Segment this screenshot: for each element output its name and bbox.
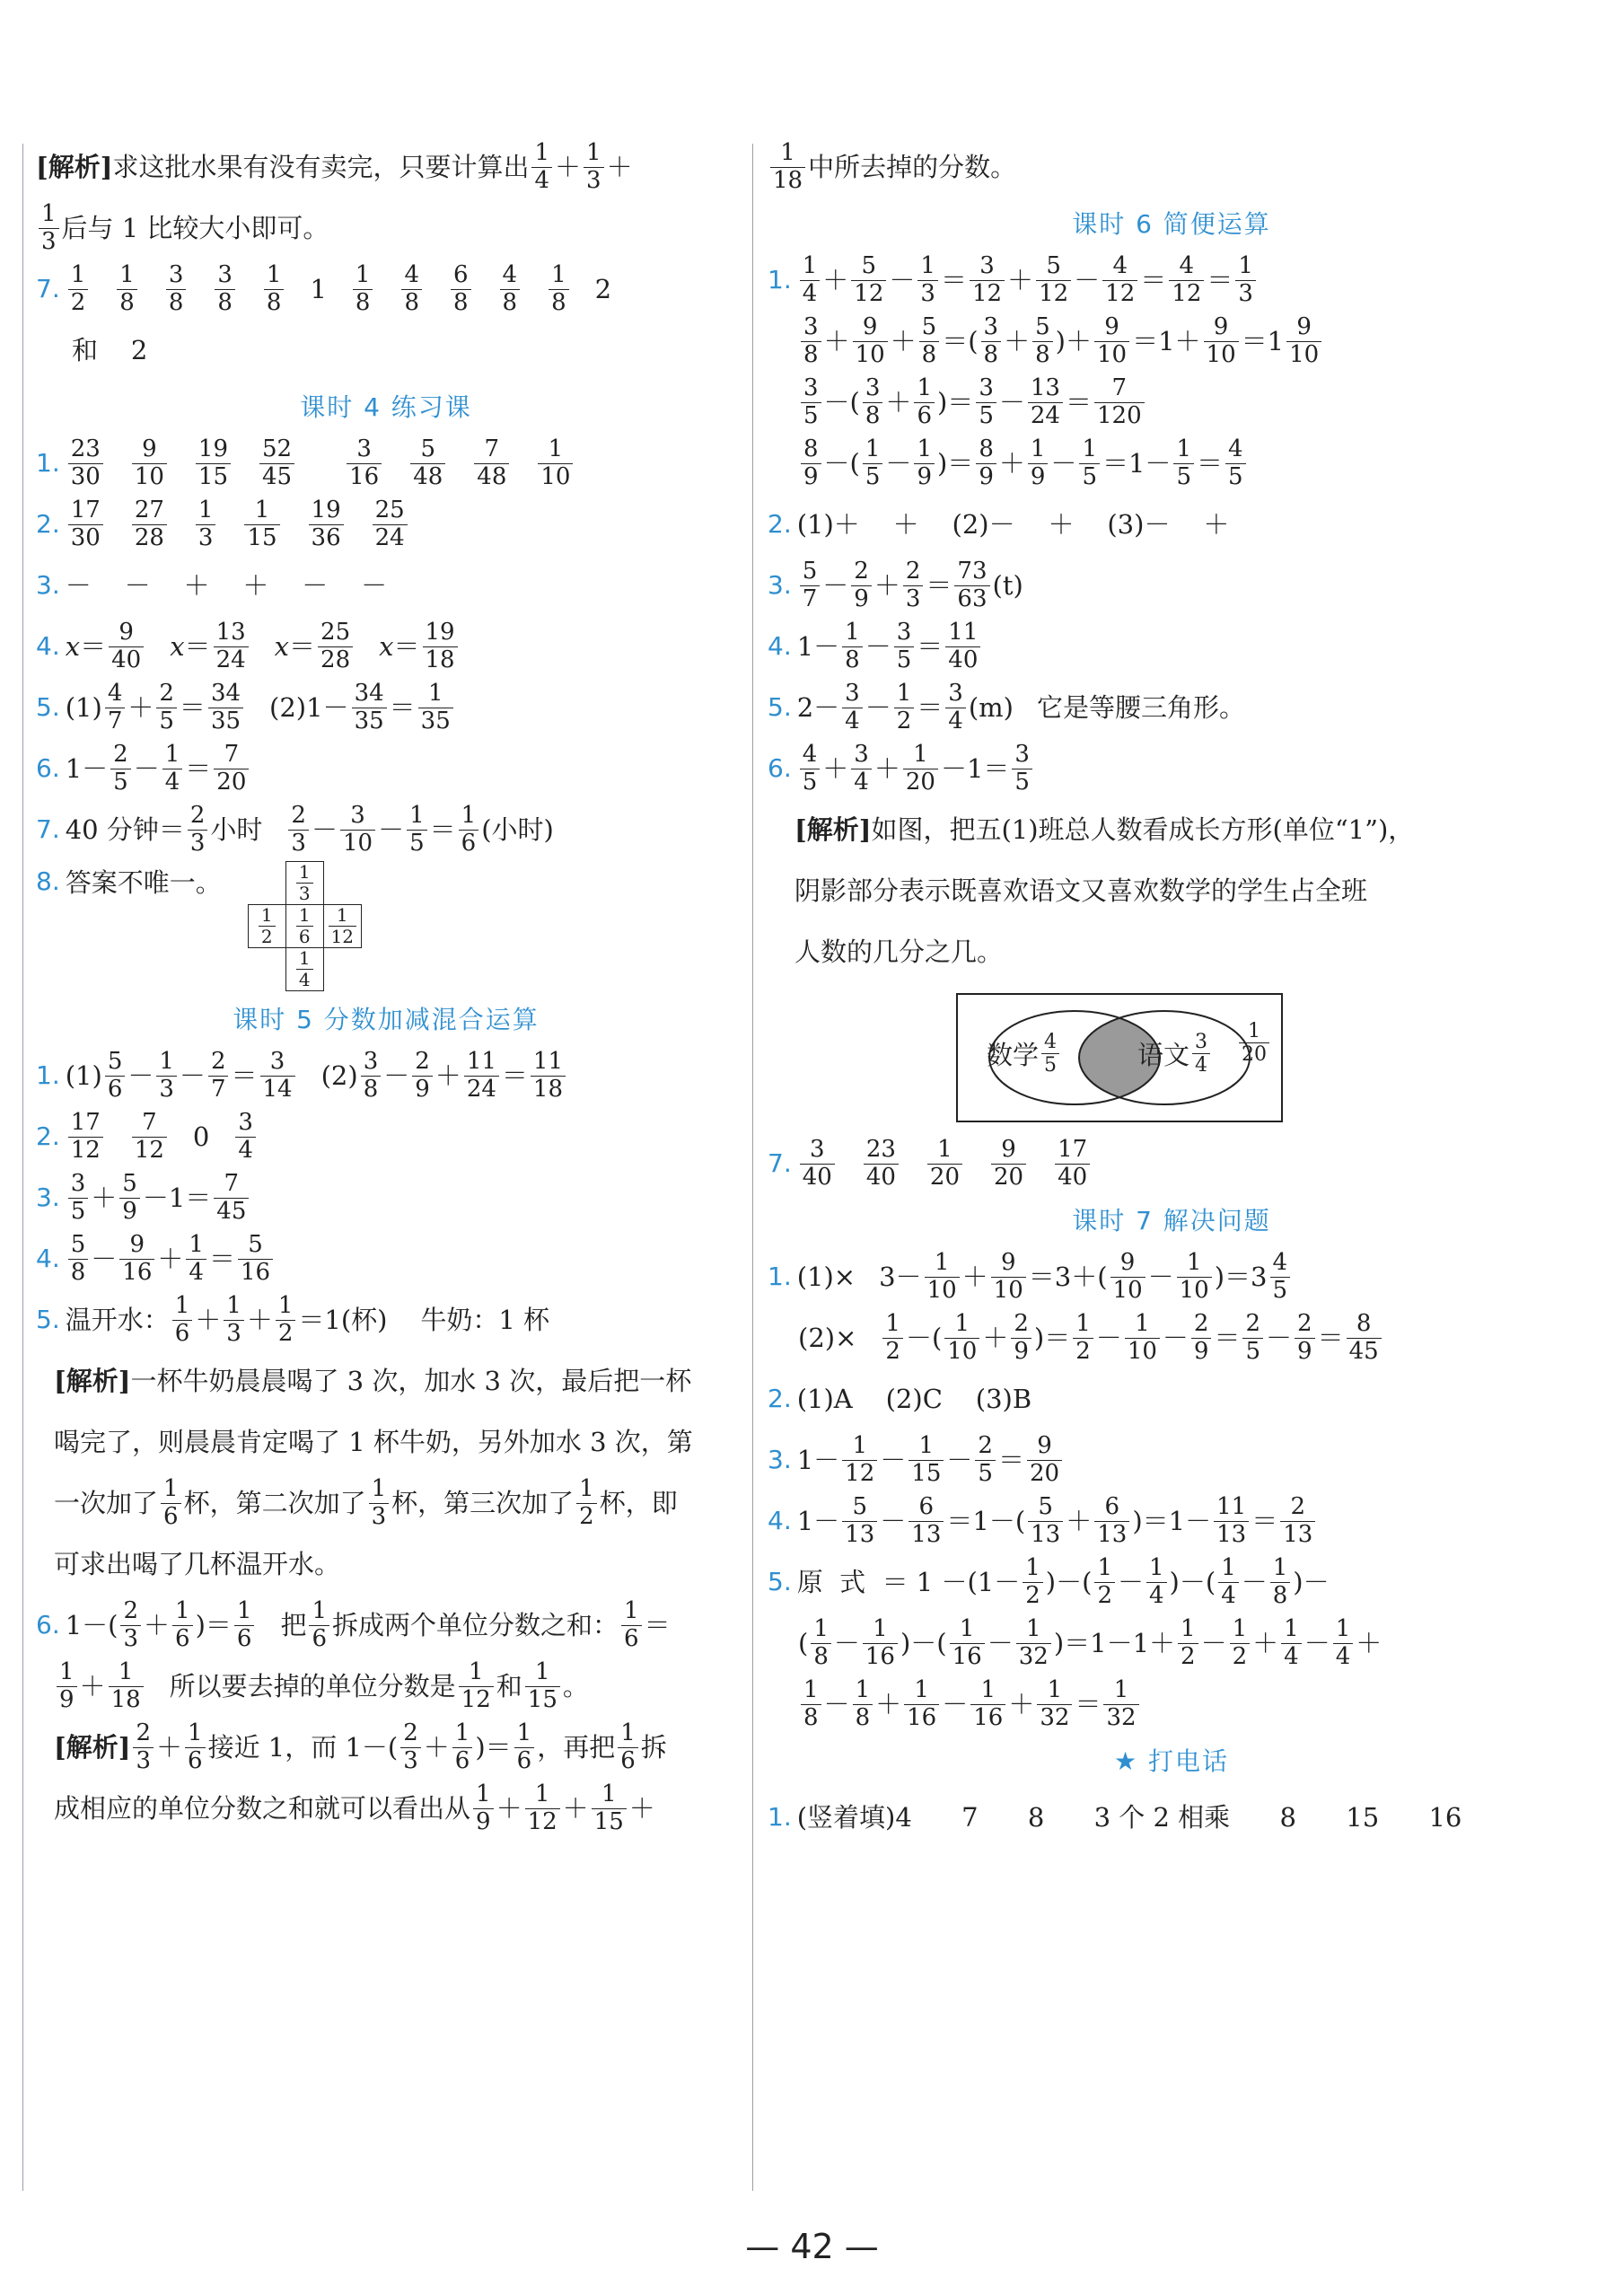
venn-diagram [956,993,1283,1122]
l6-question-4: 4. 1－ $\frac{1}{8}$ － $\frac{3}{5}$ ＝ $\frac{11}{40}$ [768,618,1576,675]
venn-corner-fraction: $\frac{1}{20}$ [1236,1020,1272,1067]
l4-question-2: 2. $\frac{17}{30}$ $\frac{27}{28}$ $\frac{1}{3}$ $\frac{1}{15}$ $\frac{19}{36}$ $\frac{25}{24}$ [36,496,736,553]
l6-question-5: 5. 2－ $\frac{3}{4}$ － $\frac{1}{2}$ ＝ $\frac{3}{4}$ (m) 它是等腰三角形。 [768,679,1245,734]
section-heading-lesson5: 课时 5 分数加减混合运算 [233,1005,540,1034]
analysis-2-line2: 喝完了，则晨晨肯定喝了 1 杯牛奶，另外加水 3 次，第 [54,1426,693,1457]
l4-question-7: 7. 40 分钟＝ $\frac{2}{3}$ 小时 $\frac{2}{3}$ － $\frac{3}{10}$ － $\frac{1}{5}$ ＝ $\frac{1}{6}$ (小时) [36,801,554,857]
l5-question-5: 5. 温开水： $\frac{1}{6}$ ＋ $\frac{1}{3}$ ＋ $\frac{1}{2}$ ＝1(杯) 牛奶：1 杯 [36,1291,550,1347]
fraction-cross-grid: $\frac{1}{3}$ $\frac{1}{2}$ $\frac{1}{6}$ $\frac{1}{12}$ $\frac{1}{4}$ [249,862,362,991]
l6-question-2: 2. (1)＋ ＋ (2)－ ＋ (3)－ ＋ [768,508,1230,540]
l5-question-4: 4. $\frac{5}{8}$ － $\frac{9}{16}$ ＋ $\frac{1}{4}$ ＝ $\frac{5}{16}$ [36,1230,736,1288]
l4-question-5: 5. (1) $\frac{4}{7}$ ＋ $\frac{2}{5}$ ＝ $\frac{34}{35}$ (2)1－ $\frac{34}{35}$ ＝ $\frac{1}{35}$ [36,679,736,736]
analysis-4-line3: 人数的几分之几。 [794,936,1004,967]
l6-question-1: 1. $\frac{1}{4}$ ＋ $\frac{5}{12}$ － $\frac{1}{3}$ ＝ $\frac{3}{12}$ ＋ $\frac{5}{12}$ － $\frac{4}{12}$ ＝ $\frac{4}{12}$ ＝ $\frac{1}{3}$ [768,251,1576,309]
l7-question-1: 1. (1)× 3－ $\frac{1}{10}$ ＋ $\frac{9}{10}$ ＝3＋( $\frac{9}{10}$ － $\frac{1}{10}$ )＝3 $\frac{4}{5}$ [768,1248,1576,1306]
call-question-1: 1. (竖着填)4 7 8 3 个 2 相乘 8 15 16 [768,1801,1462,1833]
question-7: 7. $\frac{1}{2}$ $\frac{1}{8}$ $\frac{3}{8}$ $\frac{3}{8}$ $\frac{1}{8}$ 1 $\frac{1}{8}$ $\frac{4}{8}$ $\frac{6}{8}$ $\frac{4}{8}$ $\frac{1}{8}$ 2 [36,260,612,316]
l5-question-6-line2: $\frac{1}{9}$ ＋ $\frac{1}{18}$ 所以要去掉的单位分数是 $\frac{1}{12}$ 和 $\frac{1}{15}$ 。 [36,1658,736,1715]
left-column [36,135,736,1841]
fraction: $\frac{1}{4}$ [531,140,552,195]
analysis-2-line1: [解析] 一杯牛奶晨晨喝了 3 次，加水 3 次，最后把一杯 [54,1365,692,1396]
column-divider-center [752,144,753,2191]
l7-question-1-b: (2)× $\frac{1}{2}$ －( $\frac{1}{10}$ ＋ $\frac{2}{9}$ )＝ $\frac{1}{2}$ － $\frac{1}{10}$ － $\frac{2}{9}$ ＝ $\frac{2}{5}$ － $\frac{2}{9}$ ＝ $\frac{8}{45}$ [768,1309,1576,1367]
fraction: $\frac{1}{3}$ [39,201,59,256]
section-heading-lesson4: 课时 4 练习课 [300,392,472,422]
l7-question-5: 5. 原 式 ＝ 1 － (1－ $\frac{1}{2}$ )－( $\frac{1}{2}$ － $\frac{1}{4}$ )－( $\frac{1}{4}$ － $\frac{1}{8}$ )－ [768,1553,1330,1609]
l6-question-1-b: $\frac{3}{8}$ ＋ $\frac{9}{10}$ ＋ $\frac{5}{8}$ ＝( $\frac{3}{8}$ ＋ $\frac{5}{8}$ )＋ $\frac{9}{10}$ ＝1＋ $\frac{9}{10}$ ＝1 $\frac{9}{10}$ [768,312,1576,370]
analysis-1-line2: $\frac{1}{3}$ 后与 1 比较大小即可。 [36,199,736,257]
l4-question-4: 4. x ＝ $\frac{9}{40}$ x ＝ $\frac{13}{24}$ x ＝ $\frac{25}{28}$ x ＝ $\frac{19}{18}$ [36,618,736,675]
venn-math-label: 数学 $\frac{4}{5}$ [987,1031,1062,1077]
l4-question-1: 1. $\frac{23}{30}$ $\frac{9}{10}$ $\frac{19}{15}$ $\frac{52}{45}$ $\frac{3}{16}$ $\frac{5}{48}$ $\frac{7}{48}$ $\frac{1}{10}$ [36,435,736,492]
l4-question-6: 6. 1－ $\frac{2}{5}$ － $\frac{1}{4}$ ＝ $\frac{7}{20}$ [36,740,736,797]
section-heading-phone-call: ★ 打电话 [1113,1746,1229,1776]
analysis-3-line2: 成相应的单位分数之和就可以看出从 $\frac{1}{9}$ ＋ $\frac{1}{12}$ ＋ $\frac{1}{15}$ ＋ [54,1780,655,1835]
l4-question-3: 3. － － ＋ ＋ － － [36,569,388,601]
l5-question-3: 3. $\frac{3}{5}$ ＋ $\frac{5}{9}$ －1＝ $\frac{7}{45}$ [36,1169,736,1227]
analysis-2-line4: 可求出喝了几杯温开水。 [54,1548,341,1579]
l4-question-8: 8. 答案不唯一。 $\frac{1}{3}$ $\frac{1}{2}$ $\frac{1}{6}$ $\frac{1}{12}$ $\frac{1}{4}$ [36,862,736,991]
question-7-and: 和 2 [72,334,148,365]
l6-question-6: 6. $\frac{4}{5}$ ＋ $\frac{3}{4}$ ＋ $\frac{1}{20}$ －1＝ $\frac{3}{5}$ [768,740,1576,797]
l7-question-5-b: ( $\frac{1}{8}$ － $\frac{1}{16}$ )－( $\frac{1}{16}$ － $\frac{1}{32}$ )＝1－1＋ $\frac{1}{2}$ － $\frac{1}{2}$ ＋ $\frac{1}{4}$ － $\frac{1}{4}$ ＋ [798,1614,1383,1670]
venn-chinese-label: 语文 $\frac{3}{4}$ [1137,1031,1213,1077]
analysis-2-line3: 一次加了 $\frac{1}{6}$ 杯，第二次加了 $\frac{1}{3}$ 杯，第三次加了 $\frac{1}{2}$ 杯，即 [54,1474,678,1530]
right-top-line: $\frac{1}{18}$ 中所去掉的分数。 [768,138,1576,196]
l5-question-6: 6. 1－( $\frac{2}{3}$ ＋ $\frac{1}{6}$ )＝ $\frac{1}{6}$ 把 $\frac{1}{6}$ 拆成两个单位分数之和： $\frac{1}{6}$ ＝ [36,1596,671,1652]
column-divider-left [22,144,23,2191]
l7-question-5-c: $\frac{1}{8}$ － $\frac{1}{8}$ ＋ $\frac{1}{16}$ － $\frac{1}{16}$ ＋ $\frac{1}{32}$ ＝ $\frac{1}{32}$ [768,1675,1576,1733]
section-heading-lesson7: 课时 7 解决问题 [1072,1206,1271,1235]
l6-question-1-d: $\frac{8}{9}$ －( $\frac{1}{5}$ － $\frac{1}{9}$ )＝ $\frac{8}{9}$ ＋ $\frac{1}{9}$ － $\frac{1}{5}$ ＝1－ $\frac{1}{5}$ ＝ $\frac{4}{5}$ [768,435,1576,492]
l6-question-1-c: $\frac{3}{5}$ －( $\frac{3}{8}$ ＋ $\frac{1}{6}$ )＝ $\frac{3}{5}$ － $\frac{13}{24}$ ＝ $\frac{7}{120}$ [768,374,1576,431]
analysis-4-line1: [解析] 如图，把五(1)班总人数看成长方形(单位“1”)， [794,813,1415,845]
analysis-1-line1: [解析] 求这批水果有没有卖完，只要计算出 $\frac{1}{4}$ ＋ $\frac{1}{3}$ ＋ [36,138,633,194]
l6-question-3: 3. $\frac{5}{7}$ － $\frac{2}{9}$ ＋ $\frac{2}{3}$ ＝ $\frac{73}{63}$ (t) [768,557,1023,612]
fraction: $\frac{1}{3}$ [584,140,604,195]
section-heading-lesson6: 课时 6 简便运算 [1072,209,1271,239]
analysis-tag: [解析] [36,151,113,182]
l5-question-2: 2. $\frac{17}{12}$ $\frac{7}{12}$ 0 $\frac{3}{4}$ [36,1108,736,1165]
l5-question-1: 1. (1) $\frac{5}{6}$ － $\frac{1}{3}$ － $\frac{2}{7}$ ＝ $\frac{3}{14}$ (2) $\frac{3}{8}$ － $\frac{2}{9}$ ＋ $\frac{11}{24}$ ＝ $\frac{11}{18}$ [36,1047,736,1104]
right-column [768,135,1576,1850]
l7-question-3: 3. 1－ $\frac{1}{12}$ － $\frac{1}{15}$ － $\frac{2}{5}$ ＝ $\frac{9}{20}$ [768,1431,1576,1489]
l7-question-2: 2. (1)A (2)C (3)B [768,1383,1032,1414]
l6-question-7: 7. $\frac{3}{40}$ $\frac{23}{40}$ $\frac{1}{20}$ $\frac{9}{20}$ $\frac{17}{40}$ [768,1135,1576,1192]
l7-question-4: 4. 1－ $\frac{5}{13}$ － $\frac{6}{13}$ ＝1－( $\frac{5}{13}$ ＋ $\frac{6}{13}$ )＝1－ $\frac{11}{13}$ ＝ $\frac{2}{13}$ [768,1492,1576,1550]
analysis-4-line2: 阴影部分表示既喜欢语文又喜欢数学的学生占全班 [794,875,1368,906]
analysis-3-line1: [解析] $\frac{2}{3}$ ＋ $\frac{1}{6}$ 接近 1，而 1－ ( $\frac{2}{3}$ ＋ $\frac{1}{6}$ )＝ $\frac{1}{6}$ ， 再把 $\frac{1}{6}$ 拆 [54,1719,667,1774]
page-number: — 42 — [745,2227,879,2266]
